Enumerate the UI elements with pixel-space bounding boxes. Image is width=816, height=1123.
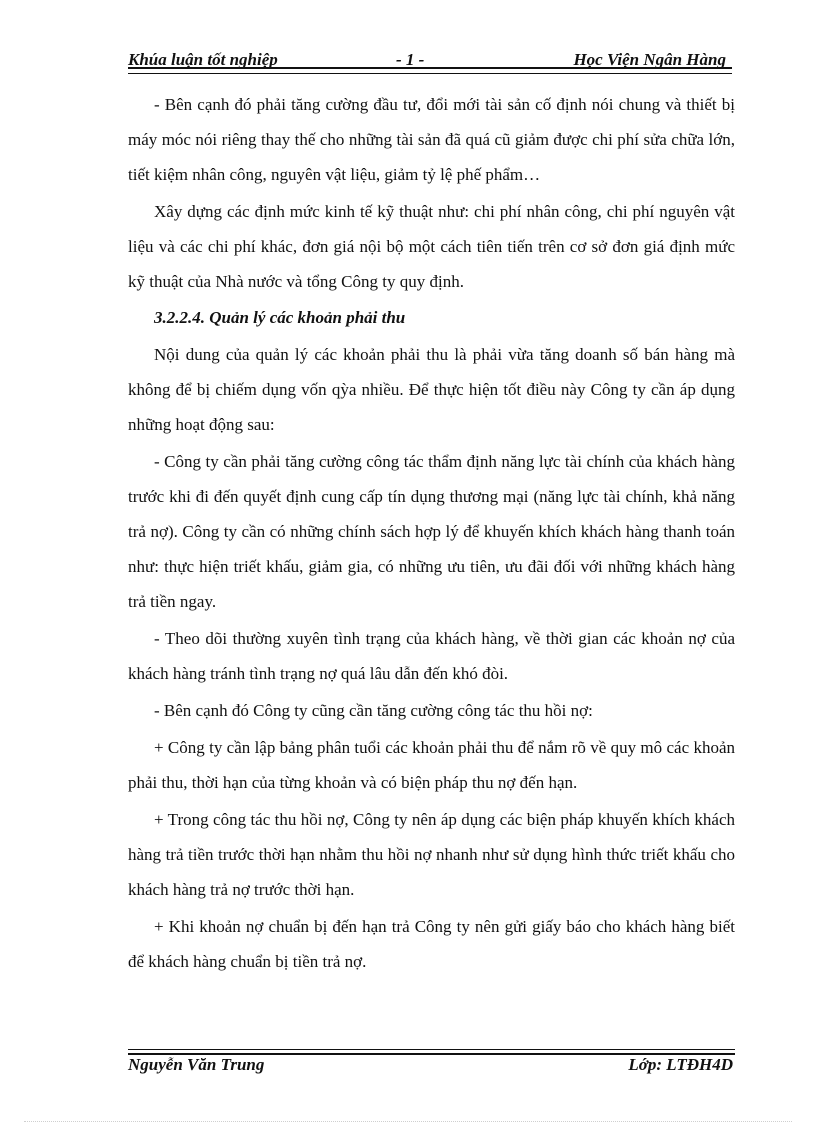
- paragraph: - Công ty cần phải tăng cường công tác thẩm định năng lực tài chính của khách hàng trước khi đi đến quyết định cung cấp tín dụng thương mại (năng lực tài chính, khả năng trả nợ). Công ty cần có những chính sách hợp lý để khuyến khích khách hàng thanh toán như: thực hiện triết khấu, giảm gia, có những ưu tiên, ưu đãi đối với những khách hàng trả tiền ngay.: [128, 452, 735, 611]
- paragraph: + Trong công tác thu hồi nợ, Công ty nên áp dụng các biện pháp khuyến khích khách hàng trả tiền trước thời hạn nhằm thu hồi nợ nhanh như sử dụng hình thức triết khấu cho khách hàng trả nợ trước thời hạn.: [128, 810, 735, 899]
- paragraph: + Khi khoản nợ chuẩn bị đến hạn trả Công ty nên gửi giấy báo cho khách hàng biết để khách hàng chuẩn bị tiền trả nợ.: [128, 917, 735, 971]
- paragraph: Xây dựng các định mức kinh tế kỹ thuật như: chi phí nhân công, chi phí nguyên vật liệu và các chi phí khác, đơn giá nội bộ một cách tiên tiến trên cơ sở đơn giá định mức kỹ thuật của Nhà nước và tổng Công ty quy định.: [128, 202, 735, 291]
- paragraph: + Công ty cần lập bảng phân tuổi các khoản phải thu để nắm rõ về quy mô các khoản phải thu, thời hạn của từng khoản và có biện pháp thu nợ đến hạn.: [128, 738, 735, 792]
- page-number: - 1 -: [396, 50, 425, 69]
- footer-class: Lớp: LTĐH4D: [628, 1055, 733, 1074]
- page-edge-divider: [24, 1121, 792, 1122]
- section-heading: 3.2.2.4. Quản lý các khoản phải thu: [154, 308, 406, 327]
- paragraph: - Bên cạnh đó phải tăng cường đầu tư, đổi mới tài sản cố định nói chung và thiết bị máy móc nói riêng thay thế cho những tài sản đã quá cũ giảm được chi phí sửa chữa lớn, tiết kiệm nhân công, nguyên vật liệu, giảm tỷ lệ phế phẩm…: [128, 95, 735, 184]
- page-footer: [128, 1049, 735, 1079]
- page-header: [128, 48, 732, 74]
- paragraph: - Theo dõi thường xuyên tình trạng của khách hàng, về thời gian các khoản nợ của khách hàng tránh tình trạng nợ quá lâu dẫn đến khó đòi.: [128, 629, 735, 683]
- paragraph: Nội dung của quản lý các khoản phải thu là phải vừa tăng doanh số bán hàng mà không để bị chiếm dụng vốn qỳa nhiều. Để thực hiện tốt điều này Công ty cần áp dụng những hoạt động sau:: [128, 345, 735, 434]
- header-divider: [128, 67, 732, 74]
- paragraph: - Bên cạnh đó Công ty cũng cần tăng cường công tác thu hồi nợ:: [154, 701, 593, 720]
- footer-author: Nguyễn Văn Trung: [128, 1055, 265, 1074]
- header-institution: Học Viện Ngân Hàng: [573, 50, 726, 69]
- header-thesis-title: Khúa luận tốt nghiệp: [128, 50, 278, 69]
- document-body: [128, 87, 735, 979]
